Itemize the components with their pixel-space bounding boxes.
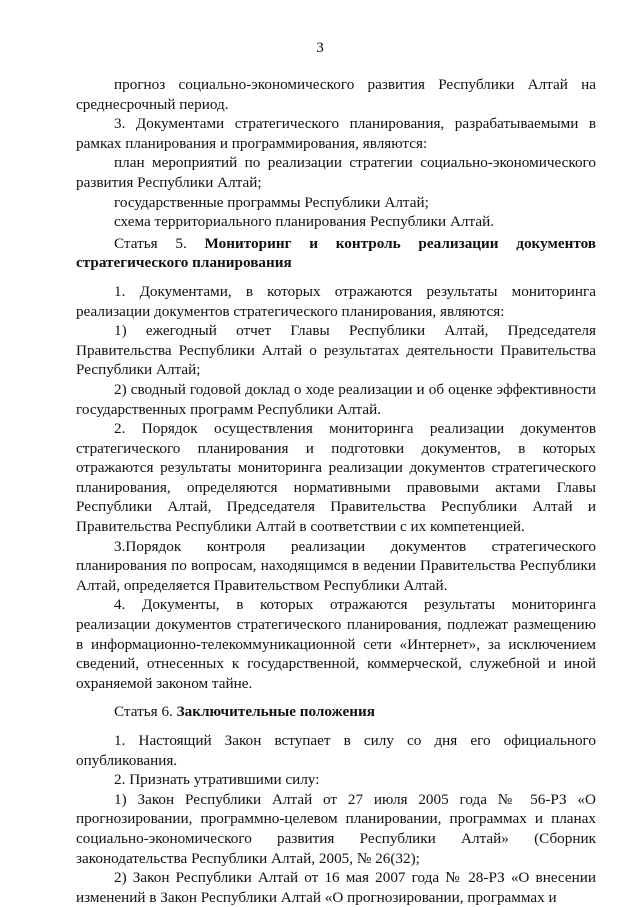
paragraph-annual-report: 1) ежегодный отчет Главы Республики Алтай, Председателя Правительства Республики Алтай о результатах деятельности Правительства Республики Алтай; [76,322,596,379]
article-6-heading [76,702,596,722]
paragraph-entry-into-force: 1. Настоящий Закон вступает в силу со дня его официального опубликования. [76,732,596,769]
paragraph-repealed-law-1: 1) Закон Республики Алтай от 27 июля 2005 года № 56-РЗ «О прогнозировании, программно-целевом планировании, программах и планах социально-экономического развития Республики Алтай» (Сборник законодательства Республики Алтай, 2005, № 26(32); [76,790,596,867]
article-5-title: Мониторинг и контроль реализации документов стратегического планирования [76,234,597,272]
page-number: 3 [316,39,324,56]
paragraph-repeal: 2. Признать утратившими силу: [114,771,320,789]
paragraph-state-programs: государственные программы Республики Алтай; [114,193,429,211]
article-6-title: Заключительные положения [176,703,375,721]
paragraph-summary-report: 2) сводный годовой доклад о ходе реализации и об оценке эффективности государственных программ Республики Алтай. [76,380,596,418]
paragraph-action-plan: план мероприятий по реализации стратегии социально-экономического развития Республики Алтай; [76,154,596,191]
paragraph-control-procedure: 3.Порядок контроля реализации документов стратегического планирования по вопросам, находящимся в ведении Правительства Республики Алтай, определяется Правительством Республики Алтай. [76,537,596,594]
article-6-prefix: Статья 6. [114,703,173,721]
paragraph-planning-documents: 3. Документами стратегического планирования, разрабатываемыми в рамках планирования и программирования, являются: [76,115,596,152]
paragraph-monitoring-procedure: 2. Порядок осуществления мониторинга реализации документов стратегического планирования и подготовки документов, в которых отражаются результаты мониторинга реализации документов стратегического планирования, определяются нормативными правовыми актами Главы Республики Алтай, Председателя Правительства Республики Алтай и Правительства Республики Алтай в соответствии с их компетенцией. [76,420,596,536]
paragraph-repealed-law-2: 2) Закон Республики Алтай от 16 мая 2007 года № 28-РЗ «О внесении изменений в Закон Республики Алтай «О прогнозировании, программах и [76,869,596,906]
document-body [76,75,596,907]
paragraph-forecast: прогноз социально-экономического развития Республики Алтай на среднесрочный период. [76,76,596,113]
article-5-heading [76,234,596,273]
paragraph-monitoring-documents: 1. Документами, в которых отражаются результаты мониторинга реализации документов стратегического планирования, являются: [76,282,596,320]
article-5-prefix: Статья 5. [114,234,187,252]
paragraph-territorial-scheme: схема территориального планирования Республики Алтай. [114,213,494,231]
paragraph-internet-publication: 4. Документы, в которых отражаются результаты мониторинга реализации документов стратегического планирования, подлежат размещению в информационно-телекоммуникационной сети «Интернет», за исключением сведений, отнесенных к государственной, коммерческой, служебной и иной охраняемой законом тайне. [76,596,596,692]
